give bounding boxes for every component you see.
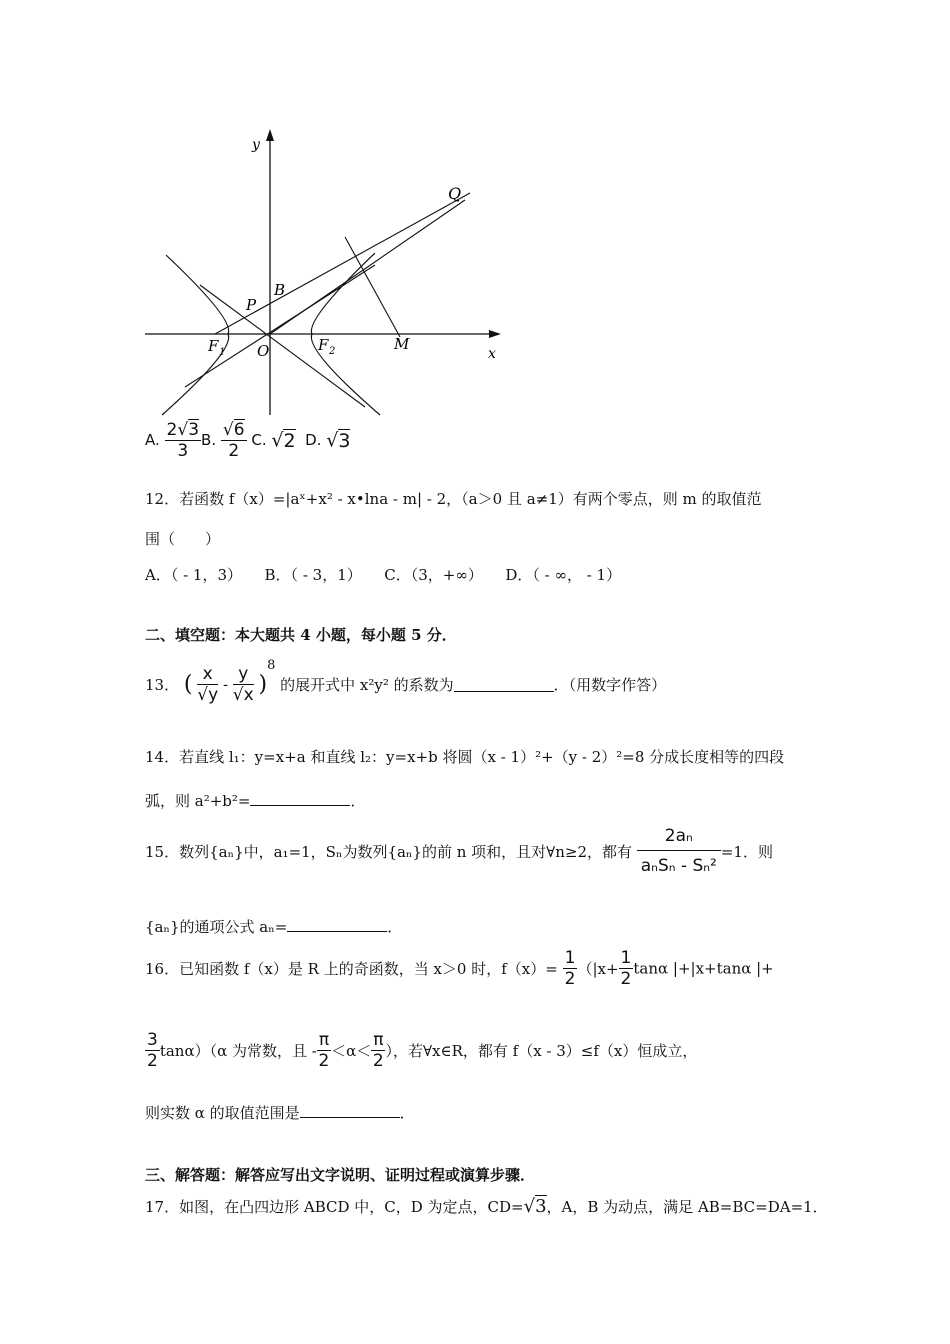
option-a-fraction: $\frac{2√3}{3}$ xyxy=(166,420,200,461)
q13-power: 8 xyxy=(267,657,276,673)
q13-text: 的展开式中 x²y² 的系数为 xyxy=(280,676,454,694)
q16-answer-blank[interactable] xyxy=(300,1103,400,1118)
q14-line2: 弧，则 a²+b²= ． xyxy=(145,792,366,810)
option-c-value: √2 xyxy=(271,429,296,452)
label-F1-sub: 1 xyxy=(219,347,226,358)
q13-answer-blank[interactable] xyxy=(454,677,554,692)
q15-fraction: $\frac{\text{2aₙ}}{\text{aₙSₙ - Sₙ²}}$ xyxy=(637,822,721,881)
option-a-label: A. xyxy=(145,431,160,449)
q14-answer-blank[interactable] xyxy=(250,791,350,806)
q17: 17．如图，在凸四边形 ABCD 中，C，D 为定点，CD=√3，A，B 为动点，满足 AB=BC=DA=1． xyxy=(145,1196,828,1217)
hyperbola-figure xyxy=(140,125,520,420)
label-y: y xyxy=(252,137,260,153)
label-O: O xyxy=(257,342,270,360)
q13: 13． ( $\frac{x}{√y}$ - $\frac{y}{√x}$ )$^8$ 的展开式中 x²y² 的系数为 ．（用数字作答） xyxy=(145,657,667,705)
label-F2-sub: 2 xyxy=(329,346,336,357)
q15-line1: 15．数列{aₙ}中，a₁=1，Sₙ为数列{aₙ}的前 n 项和，且对∀n≥2，都有 $\frac{\text{2aₙ}}{\text{aₙSₙ - Sₙ²}}$ =1．则 xyxy=(145,822,773,881)
q15-line2: {aₙ}的通项公式 aₙ= ． xyxy=(145,918,403,936)
q13-number: 13． xyxy=(145,676,180,694)
option-c-label: C. xyxy=(251,431,267,449)
label-M: M xyxy=(394,335,410,353)
q16-three-halves: $\frac{3}{2}$ xyxy=(147,1030,158,1071)
q14-line1: 14．若直线 l₁：y=x+a 和直线 l₂：y=x+b 将圆（x - 1）²+（y - 2）²=8 分成长度相等的四段 xyxy=(145,748,785,766)
label-F1: F xyxy=(208,337,219,355)
label-x: x xyxy=(488,346,496,362)
q13-tail: ．（用数字作答） xyxy=(553,676,667,694)
q12-options: A．（ - 1，3） B．（ - 3，1） C．（3，+∞） D．（ - ∞， - 1） xyxy=(145,566,622,584)
option-b-fraction: $\frac{√6}{2}$ xyxy=(222,420,245,461)
label-Q: Q xyxy=(448,184,462,203)
q16-line1: 16．已知函数 f（x）是 R 上的奇函数，当 x＞0 时，f（x）= $\frac{1}{2}$ （|x+ $\frac{1}{2}$ tanα |+|x+tanα |+ xyxy=(145,948,774,989)
q12-line2: 围（ ） xyxy=(145,530,221,548)
option-b-label: B. xyxy=(201,431,217,449)
label-P: P xyxy=(246,296,257,314)
q12-line1: 12．若函数 f（x）=|aˣ+x² - x•lna - m| - 2，（a＞0 且 a≠1）有两个零点，则 m 的取值范 xyxy=(145,490,762,508)
q16-half-1: $\frac{1}{2}$ xyxy=(564,948,576,989)
q15-answer-blank[interactable] xyxy=(287,917,387,932)
label-F2: F xyxy=(318,336,329,354)
q11-options xyxy=(145,420,350,461)
q16-line3: 则实数 α 的取值范围是 ． xyxy=(145,1104,415,1122)
q16-pi-half-1: $\frac{\pi}{2}$ xyxy=(318,1030,330,1071)
q16-line2: $\frac{3}{2}$ tanα）（α 为常数，且 - $\frac{\pi}{2}$ ＜α＜ $\frac{\pi}{2}$ ），若∀x∈R，都有 f（x - 3）≤f（x）恒成立， xyxy=(147,1030,698,1071)
q16-half-2: $\frac{1}{2}$ xyxy=(620,948,632,989)
q13-frac1: $\frac{x}{√y}$ xyxy=(197,664,219,705)
q16-pi-half-2: $\frac{\pi}{2}$ xyxy=(372,1030,384,1071)
section3-title: 三、解答题：解答应写出文字说明、证明过程或演算步骤． xyxy=(145,1166,536,1184)
q13-frac2: $\frac{y}{√x}$ xyxy=(232,664,254,705)
option-d-value: √3 xyxy=(326,429,351,452)
option-d-label: D. xyxy=(305,431,322,449)
section2-title: 二、填空题：本大题共 4 小题，每小题 5 分． xyxy=(145,626,457,644)
label-B: B xyxy=(274,281,286,299)
